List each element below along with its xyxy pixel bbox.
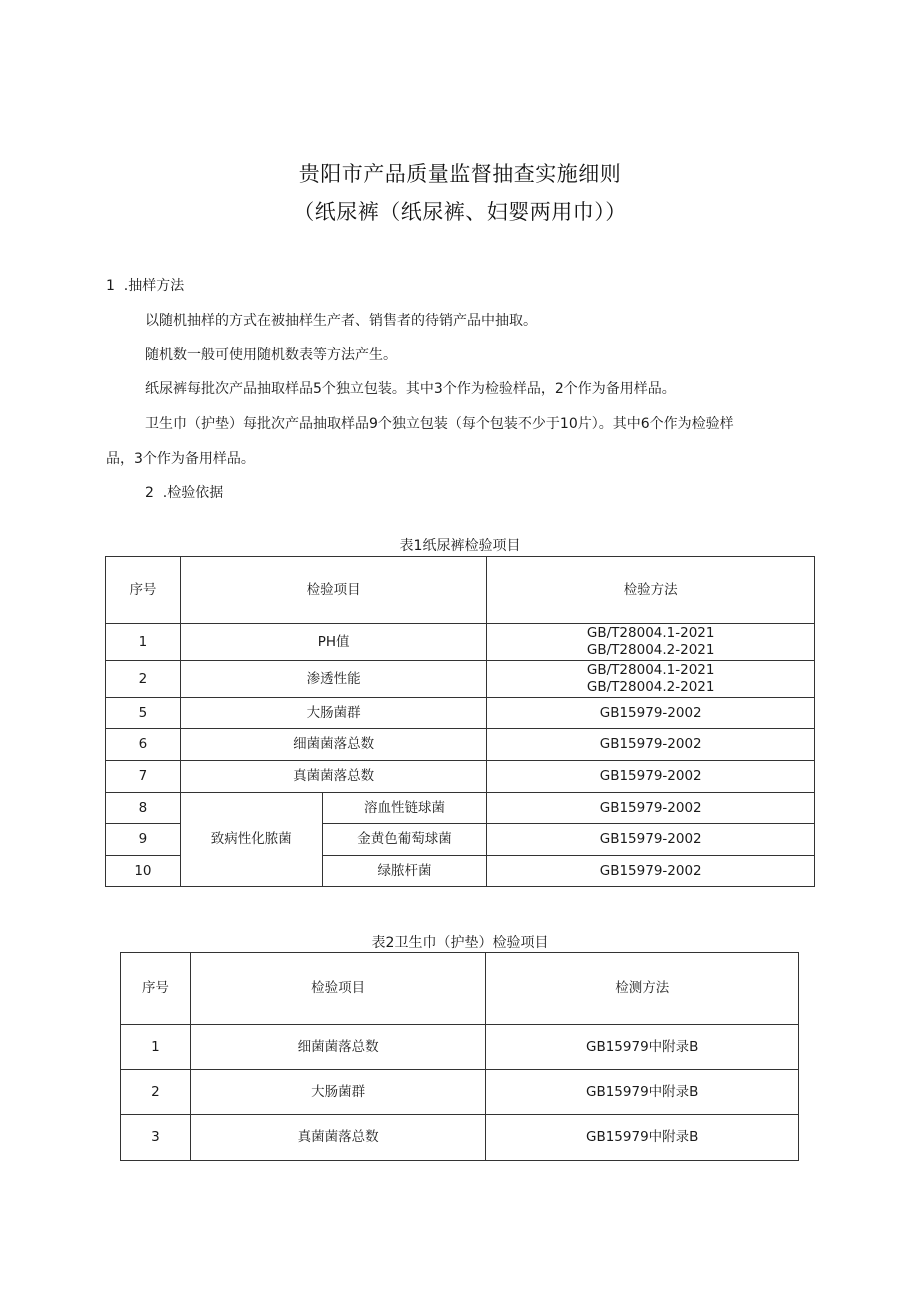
row-subitem: 绿脓杆菌 (322, 856, 487, 887)
method-line: GB/T28004.2-2021 (586, 679, 715, 695)
row-item: 真菌菌落总数 (190, 1115, 486, 1161)
method-line: GB/T28004.2-2021 (586, 642, 715, 658)
table-row (121, 1115, 799, 1161)
table-row (106, 793, 815, 824)
row-method: GB15979-2002 (487, 793, 815, 824)
row-item: 大肠菌群 (190, 1070, 486, 1115)
row-no: 1 (106, 624, 181, 661)
document-subtitle: （纸尿裤（纸尿裤、妇婴两用巾）） (293, 200, 627, 224)
section-1-heading: 1 .抽样方法 (106, 278, 185, 294)
table1-header-row (106, 557, 815, 624)
paragraph-diaper-samples: 纸尿裤每批次产品抽取样品5个独立包装。其中3个作为检验样品，2个作为备用样品。 (145, 381, 676, 397)
group-pathogenic-bacteria: 致病性化脓菌 (180, 793, 322, 887)
table-sanitary-napkin-inspection (120, 952, 799, 1161)
row-subitem: 金黄色葡萄球菌 (322, 824, 487, 856)
table-row (106, 729, 815, 761)
paragraph-random-number: 随机数一般可使用随机数表等方法产生。 (145, 347, 397, 363)
row-method: GB15979-2002 (487, 761, 815, 793)
method-line: GB/T28004.1-2021 (586, 662, 715, 678)
paragraph-napkin-samples-line2: 品，3个作为备用样品。 (106, 451, 255, 467)
row-no: 6 (106, 729, 181, 761)
row-method: GB15979-2002 (487, 698, 815, 729)
row-item: 真菌菌落总数 (180, 761, 487, 793)
table1-header-item: 检验项目 (180, 557, 487, 624)
row-subitem: 溶血性链球菌 (322, 793, 487, 824)
paragraph-napkin-samples-line1: 卫生巾（护垫）每批次产品抽取样品9个独立包装（每个包装不少于10片）。其中6个作为检验样 (145, 416, 734, 432)
table1-header-no: 序号 (106, 557, 181, 624)
row-no: 2 (121, 1070, 191, 1115)
row-item: PH值 (180, 624, 487, 661)
paragraph-sampling-method: 以随机抽样的方式在被抽样生产者、销售者的待销产品中抽取。 (145, 313, 537, 329)
row-method: GB15979中附录B (486, 1025, 799, 1070)
row-no: 7 (106, 761, 181, 793)
row-no: 8 (106, 793, 181, 824)
row-method: GB15979-2002 (487, 729, 815, 761)
row-item: 细菌菌落总数 (180, 729, 487, 761)
table2-header-method: 检测方法 (486, 953, 799, 1025)
row-no: 1 (121, 1025, 191, 1070)
row-method (487, 661, 815, 698)
row-no: 5 (106, 698, 181, 729)
row-no: 2 (106, 661, 181, 698)
table-row (106, 661, 815, 698)
row-item: 渗透性能 (180, 661, 487, 698)
method-line: GB/T28004.1-2021 (586, 625, 715, 641)
section-2-heading: 2 .检验依据 (145, 485, 224, 501)
table-row (106, 761, 815, 793)
row-method: GB15979-2002 (487, 856, 815, 887)
table2-header-no: 序号 (121, 953, 191, 1025)
row-no: 10 (106, 856, 181, 887)
row-method (487, 624, 815, 661)
document-title: 贵阳市产品质量监督抽查实施细则 (298, 162, 622, 186)
row-no: 3 (121, 1115, 191, 1161)
row-method: GB15979中附录B (486, 1115, 799, 1161)
table-row (121, 1025, 799, 1070)
table-row (121, 1070, 799, 1115)
table-row (106, 624, 815, 661)
table2-header-row (121, 953, 799, 1025)
row-no: 9 (106, 824, 181, 856)
table2-header-item: 检验项目 (190, 953, 486, 1025)
table-row (106, 698, 815, 729)
table1-header-method: 检验方法 (487, 557, 815, 624)
table2-caption: 表2卫生巾（护垫）检验项目 (371, 935, 549, 951)
row-method: GB15979-2002 (487, 824, 815, 856)
row-item: 大肠菌群 (180, 698, 487, 729)
table1-caption: 表1纸尿裤检验项目 (399, 538, 521, 554)
table-diaper-inspection (105, 556, 815, 887)
row-item: 细菌菌落总数 (190, 1025, 486, 1070)
row-method: GB15979中附录B (486, 1070, 799, 1115)
